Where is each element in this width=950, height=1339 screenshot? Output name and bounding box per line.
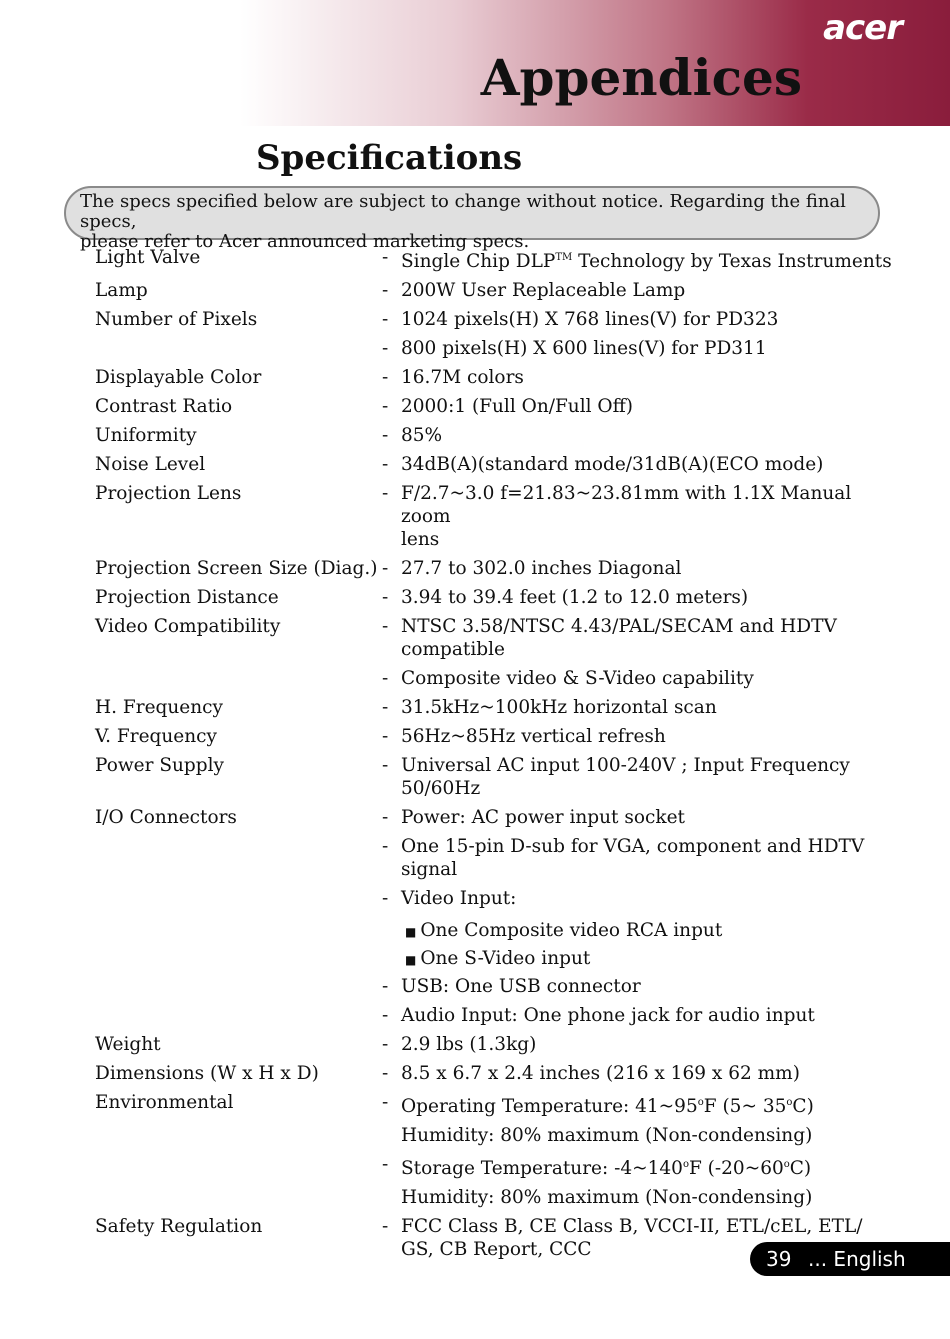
value-line: One 15-pin D-sub for VGA, component and HDTV: [401, 836, 865, 858]
dash: -: [382, 1063, 389, 1085]
dash: -: [382, 587, 389, 609]
spec-value: 2000:1 (Full On/Full Off): [401, 396, 633, 418]
spec-row-lamp: [95, 273, 895, 302]
value-line: lens: [401, 529, 440, 551]
section-title: Specifications: [256, 138, 523, 178]
spec-row-light-valve: [95, 240, 895, 273]
spec-value: 34dB(A)(standard mode/31dB(A)(ECO mode): [401, 454, 824, 476]
spec-value: Power: AC power input socket: [401, 807, 685, 829]
value-text: Storage Temperature: -4~140: [401, 1158, 683, 1180]
spec-value: Composite video & S-Video capability: [401, 668, 754, 690]
degree-sup: o: [786, 1097, 793, 1109]
value-line: 50/60Hz: [401, 778, 481, 800]
spec-label: Projection Distance: [95, 587, 279, 609]
acer-logo: acer: [823, 8, 902, 48]
spec-row-power: [95, 748, 895, 800]
value-text: Technology by Texas Instruments: [572, 251, 892, 273]
spec-value: 27.7 to 302.0 inches Diagonal: [401, 558, 682, 580]
spec-value: Video Input:: [401, 888, 517, 910]
spec-row-io-3: [95, 881, 895, 910]
spec-value: [401, 1091, 895, 1118]
value-text: F (5~ 35: [703, 1096, 787, 1118]
dash: -: [382, 697, 389, 719]
dash: -: [382, 1154, 389, 1176]
spec-value: [401, 615, 895, 661]
spec-row-dimensions: [95, 1056, 895, 1085]
spec-value: 1024 pixels(H) X 768 lines(V) for PD323: [401, 309, 779, 331]
spec-label: Environmental: [95, 1092, 234, 1114]
spec-row-vfreq: [95, 719, 895, 748]
value-text: C): [792, 1096, 814, 1118]
spec-value: 800 pixels(H) X 600 lines(V) for PD311: [401, 338, 767, 360]
dash: -: [382, 616, 389, 638]
value-line: signal: [401, 859, 458, 881]
spec-row-lens: [95, 476, 895, 551]
spec-value: [401, 482, 895, 551]
value-line: NTSC 3.58/NTSC 4.43/PAL/SECAM and HDTV: [401, 616, 837, 638]
dash: -: [382, 755, 389, 777]
spec-bullet-row: [95, 910, 895, 944]
spec-list: [95, 240, 895, 1261]
spec-label: Uniformity: [95, 425, 197, 447]
spec-row-io-2: [95, 829, 895, 881]
spec-label: Projection Lens: [95, 483, 242, 505]
dash: -: [382, 1005, 389, 1027]
spec-label: Displayable Color: [95, 367, 262, 389]
spec-label: Contrast Ratio: [95, 396, 233, 418]
degree-sup: o: [682, 1159, 689, 1171]
spec-label: Number of Pixels: [95, 309, 258, 331]
spec-bullet-row: [95, 944, 895, 972]
spec-row-pixels-2: [95, 331, 895, 360]
spec-label: Video Compatibility: [95, 616, 281, 638]
spec-row-environmental-4: [95, 1180, 895, 1209]
spec-row-environmental-3: [95, 1147, 895, 1180]
value-line: FCC Class B, CE Class B, VCCI-II, ETL/cEL, ETL/: [401, 1216, 863, 1238]
value-line: Universal AC input 100-240V ; Input Frequency: [401, 755, 850, 777]
value-line: GS, CB Report, CCC: [401, 1239, 592, 1261]
degree-sup: o: [697, 1097, 704, 1109]
dash: -: [382, 396, 389, 418]
bullet-icon: ■: [405, 925, 417, 940]
value-text: Operating Temperature: 41~95: [401, 1096, 698, 1118]
dash: -: [382, 1216, 389, 1238]
spec-row-hfreq: [95, 690, 895, 719]
spec-row-environmental-2: [95, 1118, 895, 1147]
spec-value: 31.5kHz~100kHz horizontal scan: [401, 697, 717, 719]
spec-value: [401, 835, 895, 881]
dash: -: [382, 367, 389, 389]
spec-row-environmental: [95, 1085, 895, 1118]
spec-label: Light Valve: [95, 247, 201, 268]
bullet-item: [405, 947, 895, 972]
spec-row-pixels: [95, 302, 895, 331]
spec-value: [401, 246, 895, 273]
spec-label: I/O Connectors: [95, 807, 237, 829]
value-text: C): [789, 1158, 812, 1180]
spec-row-video-2: [95, 661, 895, 690]
notice-line: The specs specified below are subject to change without notice. Regarding the final specs,: [80, 191, 846, 232]
notice-line: please refer to Acer announced marketing specs.: [80, 231, 530, 252]
spec-row-uniformity: [95, 418, 895, 447]
spec-value: [401, 754, 895, 800]
value-text: Single Chip DLP: [401, 251, 556, 273]
language-label: ... English: [808, 1247, 906, 1271]
bullet-text: One S-Video input: [420, 948, 591, 970]
spec-value: 85%: [401, 425, 443, 447]
spec-label: Projection Screen Size (Diag.): [95, 558, 378, 580]
value-line: compatible: [401, 639, 505, 661]
bullet-text: One Composite video RCA input: [420, 920, 723, 942]
dash: -: [382, 338, 389, 360]
spec-label: Dimensions (W x H x D): [95, 1063, 319, 1085]
degree-sup: o: [783, 1159, 790, 1171]
spec-label: Weight: [95, 1034, 161, 1056]
spec-row-io-5: [95, 998, 895, 1027]
spec-value: Humidity: 80% maximum (Non-condensing): [401, 1125, 813, 1147]
spec-row-io-4: [95, 972, 895, 998]
spec-row-distance: [95, 580, 895, 609]
page-number: 39: [766, 1247, 792, 1271]
dash: -: [382, 425, 389, 447]
spec-value: 56Hz~85Hz vertical refresh: [401, 726, 666, 748]
dash: -: [382, 726, 389, 748]
notice-box: [64, 186, 880, 252]
spec-row-video: [95, 609, 895, 661]
spec-label: V. Frequency: [95, 726, 217, 748]
spec-value: 200W User Replaceable Lamp: [401, 280, 686, 302]
dash: -: [382, 668, 389, 690]
dash: -: [382, 309, 389, 331]
page-title: Appendices: [480, 48, 802, 107]
dash: -: [382, 454, 389, 476]
spec-label: Noise Level: [95, 454, 206, 476]
dash: -: [382, 976, 389, 998]
spec-row-io: [95, 800, 895, 829]
spec-row-contrast: [95, 389, 895, 418]
spec-row-noise: [95, 447, 895, 476]
spec-value: 16.7M colors: [401, 367, 524, 389]
bullet-item: [405, 919, 895, 944]
trademark-sup: TM: [555, 252, 573, 263]
dash: -: [382, 483, 389, 505]
value-line: F/2.7~3.0 f=21.83~23.81mm with 1.1X Manual zoom: [401, 483, 852, 528]
spec-value: USB: One USB connector: [401, 976, 641, 998]
spec-label: Power Supply: [95, 755, 224, 777]
dash: -: [382, 807, 389, 829]
spec-value: 3.94 to 39.4 feet (1.2 to 12.0 meters): [401, 587, 749, 609]
spec-value: [401, 1153, 895, 1180]
value-text: F (-20~60: [688, 1158, 784, 1180]
spec-value: 2.9 lbs (1.3kg): [401, 1034, 537, 1056]
spec-value: Humidity: 80% maximum (Non-condensing): [401, 1187, 813, 1209]
spec-row-screen-size: [95, 551, 895, 580]
spec-row-weight: [95, 1027, 895, 1056]
dash: -: [382, 280, 389, 302]
dash: -: [382, 558, 389, 580]
dash: -: [382, 836, 389, 858]
bullet-icon: ■: [405, 953, 417, 968]
spec-label: H. Frequency: [95, 697, 223, 719]
spec-label: Lamp: [95, 280, 148, 302]
dash: -: [382, 888, 389, 910]
spec-value: Audio Input: One phone jack for audio input: [401, 1005, 815, 1027]
dash: -: [382, 1034, 389, 1056]
page-footer: [750, 1242, 950, 1276]
spec-value: 8.5 x 6.7 x 2.4 inches (216 x 169 x 62 mm): [401, 1063, 800, 1085]
spec-label: Safety Regulation: [95, 1216, 263, 1238]
dash: -: [382, 247, 389, 268]
dash: -: [382, 1092, 389, 1114]
spec-row-color: [95, 360, 895, 389]
